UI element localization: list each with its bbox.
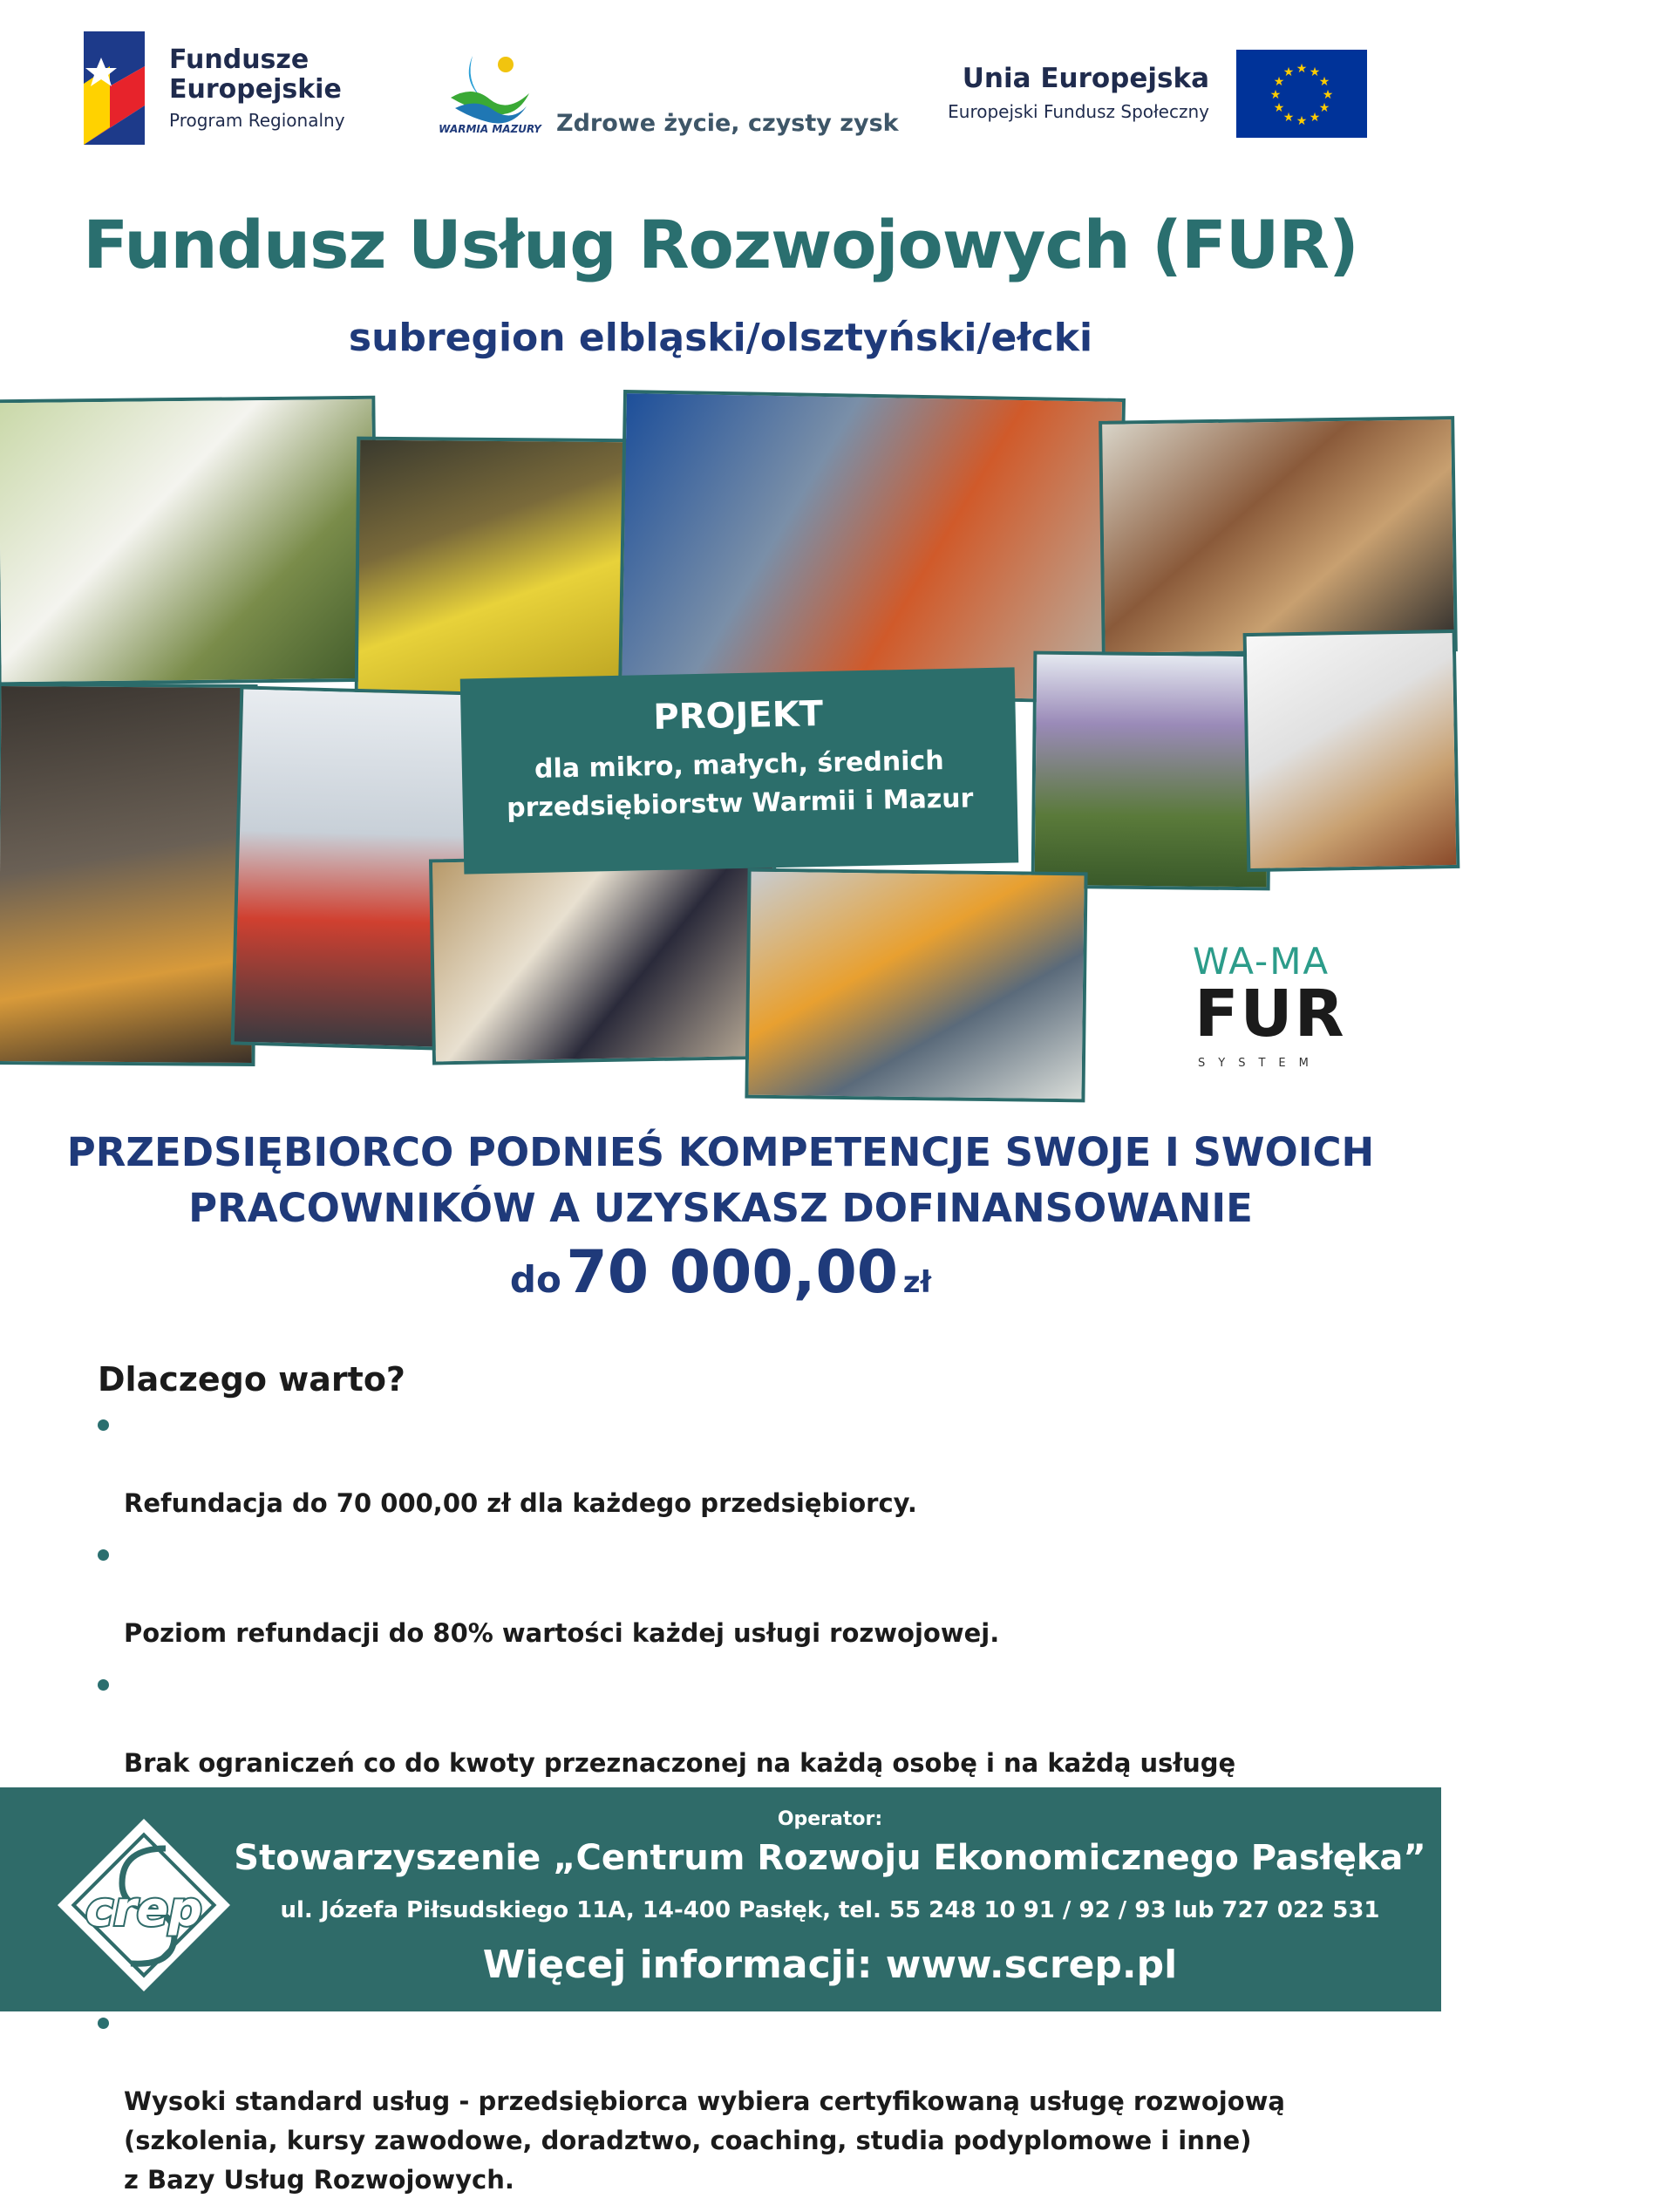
- fundusze-europejskie-logo-icon: [84, 31, 145, 145]
- list-item: [98, 2004, 1371, 2200]
- headline-line2: PRACOWNIKÓW A UZYSKASZ DOFINANSOWANIE: [188, 1185, 1253, 1231]
- bullet-icon: [98, 1549, 109, 1561]
- svg-text:★: ★: [1322, 88, 1334, 102]
- ue-line2: Europejski Fundusz Społeczny: [948, 101, 1209, 122]
- svg-text:★: ★: [1309, 65, 1321, 79]
- classroom-photo: [429, 854, 779, 1065]
- wama-logo-top: WA-MA: [1193, 940, 1330, 983]
- page-subtitle: subregion elbląski/olsztyński/ełcki: [348, 316, 1093, 360]
- svg-text:★: ★: [1269, 88, 1282, 102]
- headline: [0, 1125, 1441, 1236]
- fundusze-europejskie-text: [169, 45, 345, 131]
- funding-amount: [0, 1238, 1441, 1307]
- welder-photo: [0, 683, 258, 1066]
- fe-line2: Europejskie: [169, 74, 342, 105]
- website-link[interactable]: Więcej informacji: www.screp.pl: [482, 1943, 1178, 1987]
- svg-text:★: ★: [1296, 114, 1308, 128]
- bullet-icon: [98, 1419, 109, 1431]
- amount-value: 70 000,00: [566, 1238, 899, 1307]
- field-worker-photo: [1031, 651, 1273, 891]
- ue-line1: Unia Europejska: [962, 63, 1209, 94]
- svg-text:★: ★: [1282, 111, 1295, 125]
- crep-logo-text: crep: [85, 1882, 202, 1936]
- bullet-icon: [98, 1679, 109, 1691]
- list-item: [98, 1405, 1371, 1523]
- bullet-icon: [98, 2018, 109, 2029]
- operator-label: Operator:: [777, 1808, 883, 1830]
- wm-caption: WARMIA MAZURY: [439, 123, 541, 135]
- chef-photo: [1243, 630, 1460, 872]
- fe-line1: Fundusze: [169, 44, 310, 75]
- svg-text:★: ★: [1309, 111, 1321, 125]
- project-title: PROJEKT: [652, 693, 824, 738]
- eu-flag-icon: [1236, 50, 1367, 138]
- svg-text:★: ★: [1273, 75, 1285, 89]
- amount-currency: zł: [902, 1265, 932, 1300]
- amount-prefix: do: [509, 1258, 561, 1301]
- reason-text: Refundacja do 70 000,00 zł dla każdego przedsiębiorcy.: [124, 1488, 917, 1518]
- wm-slogan: Zdrowe życie, czysty zysk: [556, 110, 899, 137]
- org-address: ul. Józefa Piłsudskiego 11A, 14-400 Pasłęk, tel. 55 248 10 91 / 92 / 93 lub 727 022 531: [280, 1897, 1380, 1923]
- svg-text:★: ★: [1318, 101, 1330, 115]
- warehouse-worker-photo: [355, 437, 642, 699]
- hairdresser-photo: [1099, 416, 1458, 657]
- project-line1: dla mikro, małych, średnich: [534, 745, 944, 785]
- org-name: Stowarzyszenie „Centrum Rozwoju Ekonomicznego Pasłęka”: [234, 1838, 1426, 1878]
- svg-text:★: ★: [1318, 75, 1330, 89]
- list-item: [98, 1535, 1371, 1653]
- reason-text: Wysoki standard usług - przedsiębiorca wybiera certyfikowaną usługę rozwojową (szkolenia, kursy zawodowe, doradztwo, coaching, studia podyplomowe i inne) z Bazy Usług Rozwojowych.: [124, 2086, 1285, 2195]
- page-title: Fundusz Usług Rozwojowych (FUR): [83, 206, 1358, 283]
- reason-text: Poziom refundacji do 80% wartości każdej usługi rozwojowej.: [124, 1618, 1000, 1648]
- svg-text:★: ★: [1296, 62, 1308, 76]
- reasons-title: Dlaczego warto?: [98, 1360, 405, 1399]
- unia-europejska-text: [948, 63, 1209, 122]
- project-box: [460, 667, 1019, 874]
- logistics-worker-photo: [745, 868, 1087, 1103]
- reason-text: Brak ograniczeń co do kwoty przeznaczonej na każdą osobę i na każdą usługę: [124, 1748, 1236, 1778]
- fur-logo-main: FUR: [1194, 977, 1346, 1052]
- fe-line3: Program Regionalny: [169, 110, 345, 131]
- headline-line1: PRZEDSIĘBIORCO PODNIEŚ KOMPETENCJE SWOJE I SWOICH: [66, 1129, 1375, 1175]
- florist-photo: [0, 396, 378, 686]
- fur-logo-system: SYSTEM: [1198, 1057, 1322, 1070]
- project-line2: przedsiębiorstw Warmii i Mazur: [506, 783, 974, 824]
- svg-text:★: ★: [1282, 65, 1295, 79]
- warmia-mazury-logo-icon: [439, 45, 541, 141]
- svg-text:★: ★: [1273, 101, 1285, 115]
